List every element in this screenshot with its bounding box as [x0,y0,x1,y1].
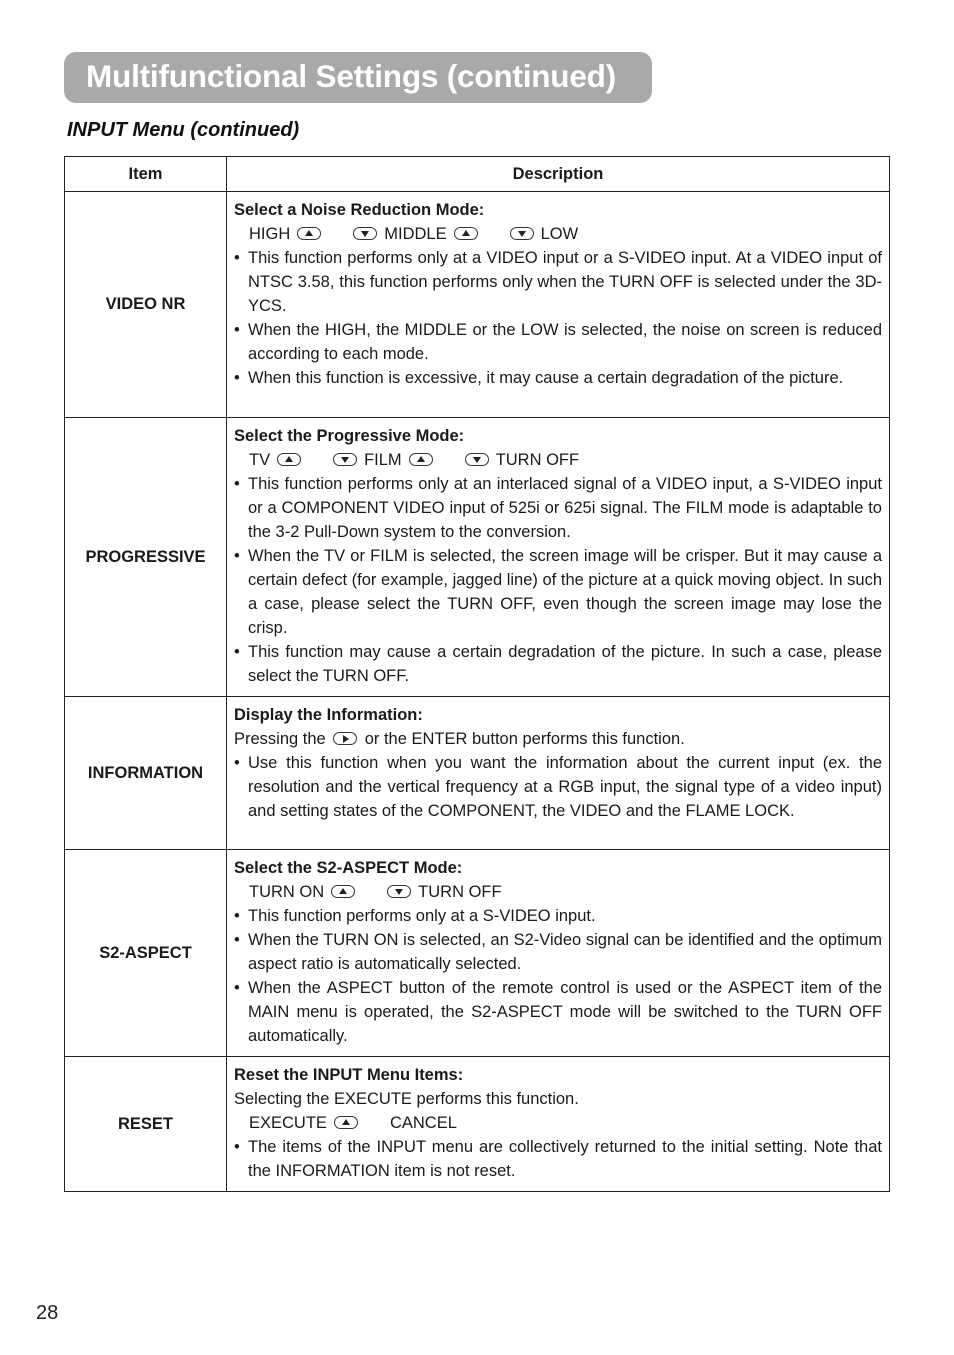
right-arrow-button-icon [333,732,357,745]
row-heading: Select the Progressive Mode: [234,427,465,445]
option-line [234,222,882,246]
option-label: LOW [540,225,579,243]
bullet-item: • When the ASPECT button of the remote control is used or the ASPECT item of the MAIN menu is operated, the S2-ASPECT mode will be switched to the TURN OFF automatically. [234,976,882,1048]
page-title: Multifunctional Settings (continued) [86,58,616,94]
input-menu-table [64,156,890,1192]
item-s2-aspect: S2-ASPECT [65,850,227,1057]
option-line [234,880,882,904]
header-item: Item [65,157,227,192]
section-subtitle: INPUT Menu (continued) [67,119,300,141]
option-label: TURN OFF [418,883,502,901]
option-label: FILM [364,451,402,469]
option-line [234,1111,882,1135]
up-arrow-button-icon [297,227,321,240]
description-progressive [227,418,890,697]
down-arrow-button-icon [465,453,489,466]
row-heading: Reset the INPUT Menu Items: [234,1066,464,1084]
table-row-progressive [65,418,890,697]
up-arrow-button-icon [331,885,355,898]
up-arrow-button-icon [277,453,301,466]
instruction-text: Pressing the [234,730,326,748]
instruction-line [234,727,882,751]
up-arrow-button-icon [454,227,478,240]
option-label: TV [249,451,271,469]
title-banner [64,52,652,103]
bullet-item: • Use this function when you want the information about the current input (ex. the resolution and the vertical frequency at a RGB input, the signal type of a video input) and setting states of the COMPONENT, the VIDEO and the FLAME LOCK. [234,751,882,823]
table-row-video-nr [65,192,890,418]
description-video-nr [227,192,890,418]
option-line [234,448,882,472]
description-s2-aspect [227,850,890,1057]
option-label: TURN ON [249,883,325,901]
option-label: TURN OFF [495,451,580,469]
option-label: HIGH [249,225,291,243]
option-label: CANCEL [389,1114,457,1132]
bullet-item: • When the TV or FILM is selected, the screen image will be crisper. But it may cause a certain defect (for example, jagged line) of the picture at a quick moving object. In such a case, please select the TURN OFF, even though the screen image may lose the crisp. [234,544,882,640]
bullet-item: • The items of the INPUT menu are collectively returned to the initial setting. Note that the INFORMATION item is not reset. [234,1135,882,1183]
bullet-item: • This function performs only at a S-VIDEO input. [234,904,882,928]
down-arrow-button-icon [333,453,357,466]
item-progressive: PROGRESSIVE [65,418,227,697]
instruction-line: Selecting the EXECUTE performs this function. [234,1090,579,1108]
option-label: EXECUTE [249,1114,327,1132]
item-reset: RESET [65,1057,227,1192]
table-row-information [65,697,890,850]
item-information: INFORMATION [65,697,227,850]
description-information [227,697,890,850]
row-heading: Select a Noise Reduction Mode: [234,201,485,219]
bullet-item: • When the HIGH, the MIDDLE or the LOW is selected, the noise on screen is reduced according to each mode. [234,318,882,366]
bullet-item: • This function may cause a certain degradation of the picture. In such a case, please select the TURN OFF. [234,640,882,688]
page-number: 28 [36,1302,59,1324]
description-reset [227,1057,890,1192]
down-arrow-button-icon [510,227,534,240]
bullet-item: • When this function is excessive, it may cause a certain degradation of the picture. [234,366,882,390]
bullet-item: • When the TURN ON is selected, an S2-Video signal can be identified and the optimum aspect ratio is automatically selected. [234,928,882,976]
bullet-item: • This function performs only at an interlaced signal of a VIDEO input, a S-VIDEO input or a COMPONENT VIDEO input of 525i or 625i signal. The FILM mode is adaptable to the 3-2 Pull-Down system to the conversion. [234,472,882,544]
down-arrow-button-icon [353,227,377,240]
option-label: MIDDLE [384,225,447,243]
row-heading: Select the S2-ASPECT Mode: [234,859,463,877]
up-arrow-button-icon [334,1116,358,1129]
instruction-text: or the ENTER button performs this function. [364,730,685,748]
table-row-s2-aspect [65,850,890,1057]
table-row-reset [65,1057,890,1192]
row-heading: Display the Information: [234,706,423,724]
table-header-row [65,157,890,192]
item-video-nr: VIDEO NR [65,192,227,418]
down-arrow-button-icon [387,885,411,898]
bullet-item: • This function performs only at a VIDEO input or a S-VIDEO input. At a VIDEO input of NTSC 3.58, this function performs only when the TURN OFF is selected under the 3D-YCS. [234,246,882,318]
header-description: Description [227,157,890,192]
up-arrow-button-icon [409,453,433,466]
